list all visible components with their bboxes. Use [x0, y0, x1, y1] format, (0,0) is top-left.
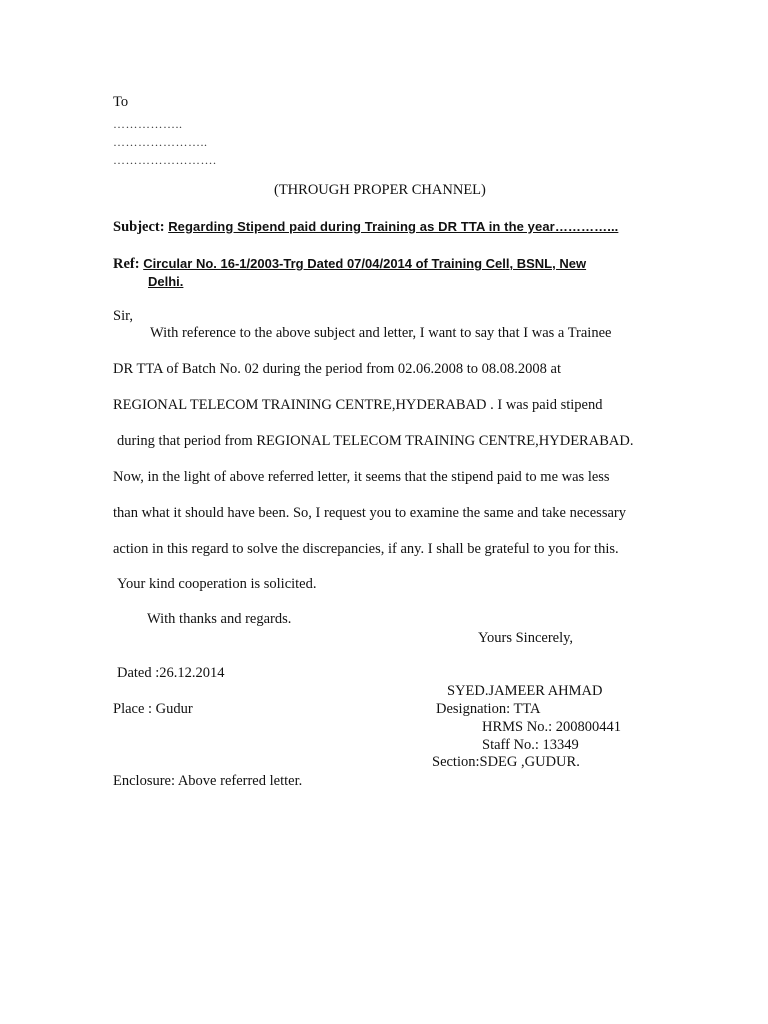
- ref-line: [113, 255, 586, 273]
- thanks-line: With thanks and regards.: [147, 611, 292, 627]
- channel-line: (THROUGH PROPER CHANNEL): [274, 182, 486, 198]
- body-line-8: Your kind cooperation is solicited.: [117, 576, 317, 592]
- address-line-1: ……………..: [113, 117, 183, 131]
- body-line-3: REGIONAL TELECOM TRAINING CENTRE,HYDERABAD . I was paid stipend: [113, 397, 603, 413]
- subject-text: Regarding Stipend paid during Training as DR TTA in the year…………...: [168, 219, 619, 234]
- subject-label: Subject:: [113, 219, 165, 235]
- salutation: Sir,: [113, 308, 133, 324]
- enclosure-line: Enclosure: Above referred letter.: [113, 773, 303, 789]
- sender-staff: Staff No.: 13349: [482, 737, 579, 753]
- subject-line: [113, 218, 618, 236]
- ref-text-line-2: Delhi.: [148, 274, 184, 289]
- place-line: Place : Gudur: [113, 701, 193, 717]
- sender-designation: Designation: TTA: [436, 701, 541, 717]
- sender-section: Section:SDEG ,GUDUR.: [432, 754, 580, 770]
- body-line-1: With reference to the above subject and letter, I want to say that I was a Trainee: [150, 325, 612, 341]
- body-line-6: than what it should have been. So, I request you to examine the same and take necessary: [113, 505, 626, 521]
- dated-line: Dated :26.12.2014: [117, 665, 225, 681]
- sender-hrms: HRMS No.: 200800441: [482, 719, 621, 735]
- closing-line: Yours Sincerely,: [478, 630, 574, 646]
- sender-name: SYED.JAMEER AHMAD: [447, 683, 603, 699]
- address-line-3: …………………….: [113, 153, 217, 167]
- body-line-7: action in this regard to solve the discrepancies, if any. I shall be grateful to you for this.: [113, 541, 619, 557]
- ref-label: Ref:: [113, 256, 140, 272]
- to-label: To: [113, 94, 129, 110]
- address-line-2: …………………..: [113, 135, 208, 149]
- body-line-5: Now, in the light of above referred letter, it seems that the stipend paid to me was less: [113, 469, 610, 485]
- body-line-2: DR TTA of Batch No. 02 during the period from 02.06.2008 to 08.08.2008 at: [113, 361, 562, 377]
- ref-text-line-1: Circular No. 16-1/2003-Trg Dated 07/04/2014 of Training Cell, BSNL, New: [143, 256, 587, 271]
- ref-line-2: [148, 273, 183, 291]
- body-line-4: during that period from REGIONAL TELECOM TRAINING CENTRE,HYDERABAD.: [117, 433, 634, 449]
